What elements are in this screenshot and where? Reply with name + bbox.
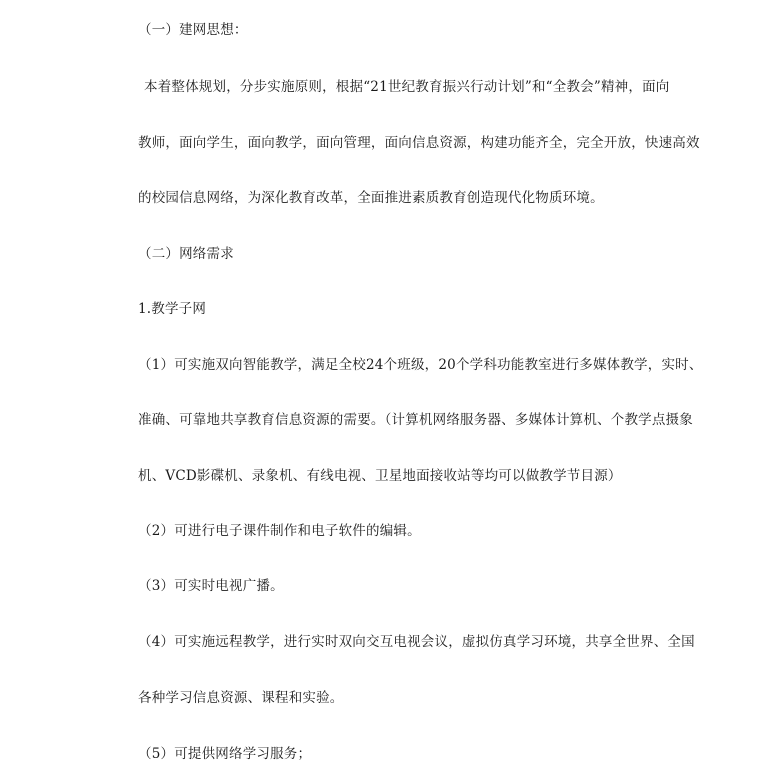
list-item-line: （4）可实施远程教学，进行实时双向交互电视会议，虚拟仿真学习环境，共享全世界、全国 [138,634,695,650]
section-heading-2: （二）网络需求 [138,246,234,262]
list-item-line: （1）可实施双向智能教学，满足全校24个班级，20个学科功能教室进行多媒体教学，实时、 [138,357,703,373]
subsection-heading: 1.教学子网 [138,301,207,317]
paragraph-line: 教师，面向学生，面向教学，面向管理，面向信息资源，构建功能齐全，完全开放，快速高效 [138,135,700,151]
list-item-line: 各种学习信息资源、课程和实验。 [138,690,344,706]
paragraph-line: 本着整体规划，分步实施原则，根据“21世纪教育振兴行动计划”和“全教会”精神，面向 [144,79,670,95]
list-item-line: 准确、可靠地共享教育信息资源的需要。（计算机网络服务器、多媒体计算机、个教学点摄象 [138,412,693,428]
list-item-line: （3）可实时电视广播。 [138,578,284,594]
paragraph-line: 的校园信息网络，为深化教育改革，全面推进素质教育创造现代化物质环境。 [138,190,604,206]
list-item-line: （5）可提供网络学习服务； [138,746,312,762]
list-item-line: 机、VCD影碟机、录象机、有线电视、卫星地面接收站等均可以做教学节目源） [138,468,622,484]
section-heading-1: （一）建网思想： [138,22,248,38]
list-item-line: （2）可进行电子课件制作和电子软件的编辑。 [138,523,421,539]
